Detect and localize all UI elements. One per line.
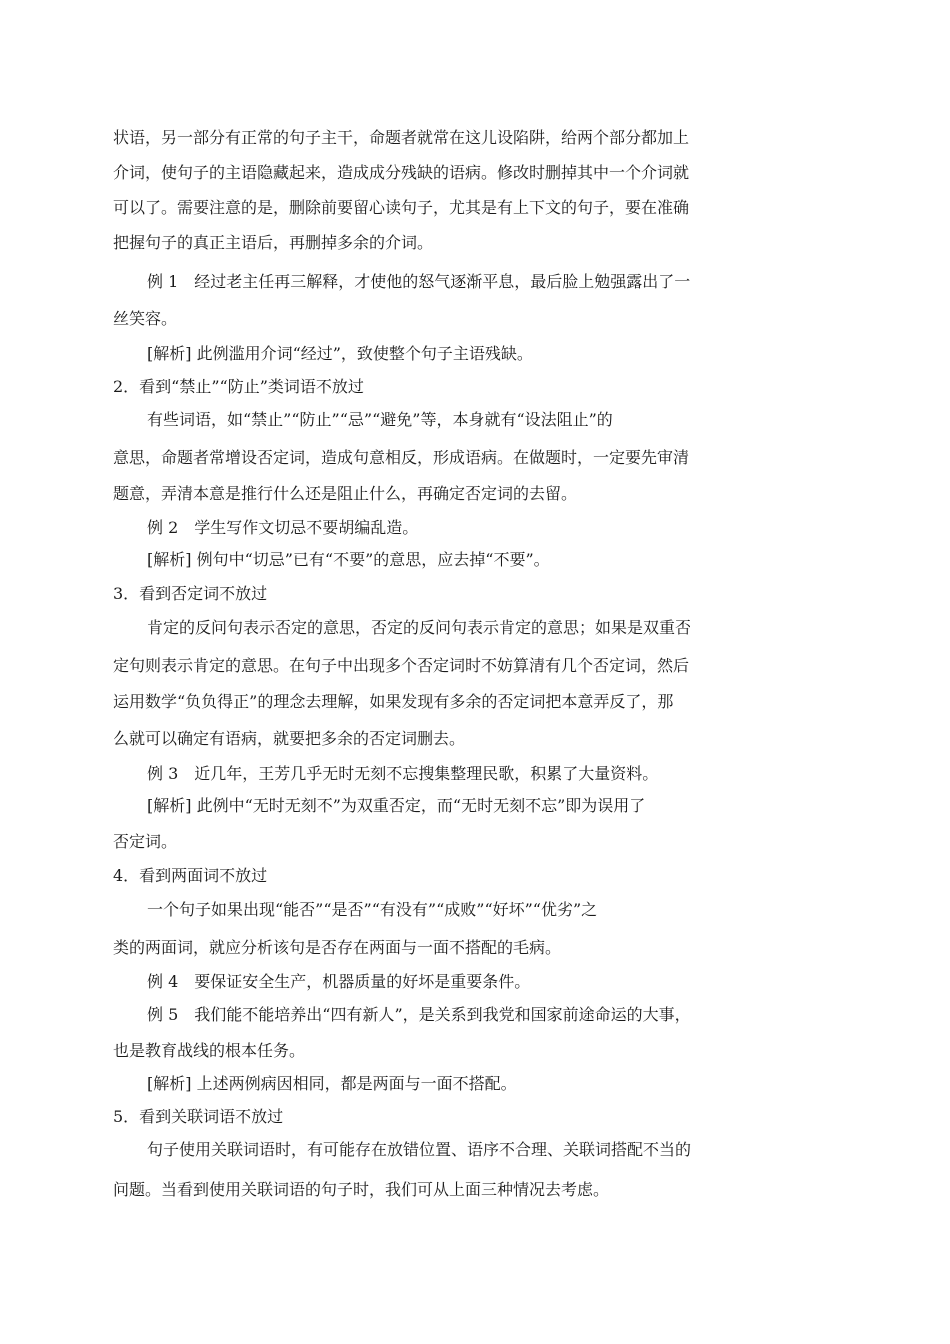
paragraph-line: 状语，另一部分有正常的句子主干，命题者就常在这儿设陷阱，给两个部分都加上: [113, 128, 690, 147]
paragraph-line: 介词，使句子的主语隐藏起来，造成成分残缺的语病。修改时删掉其中一个介词就: [113, 163, 690, 182]
paragraph-line: 题意，弄清本意是推行什么还是阻止什么，再确定否定词的去留。: [113, 484, 578, 503]
paragraph-line: 肯定的反问句表示否定的意思，否定的反问句表示肯定的意思；如果是双重否: [147, 618, 692, 637]
analysis-line: [解析] 例句中“切忌”已有“不要”的意思，应去掉“不要”。: [147, 550, 550, 569]
paragraph-line: 运用数学“负负得正”的理念去理解，如果发现有多余的否定词把本意弄反了，那: [113, 692, 674, 711]
paragraph-line: 可以了。需要注意的是，删除前要留心读句子，尤其是有上下文的句子，要在准确: [113, 198, 690, 217]
analysis-line: [解析] 此例中“无时无刻不”为双重否定，而“无时无刻不忘”即为误用了: [147, 796, 646, 815]
paragraph-line: 么就可以确定有语病，就要把多余的否定词删去。: [113, 729, 466, 748]
example-line: 例 3 近几年，王芳几乎无时无刻不忘搜集整理民歌，积累了大量资料。: [147, 764, 659, 783]
example-line: 例 4 要保证安全生产，机器质量的好坏是重要条件。: [147, 972, 531, 991]
paragraph-line: 句子使用关联词语时，有可能存在放错位置、语序不合理、关联词搭配不当的: [147, 1140, 692, 1159]
section-heading: 2．看到“禁止”“防止”类词语不放过: [113, 377, 364, 396]
paragraph-line: 丝笑容。: [113, 309, 178, 328]
paragraph-line: 一个句子如果出现“能否”“是否”“有没有”“成败”“好坏”“优劣”之: [147, 900, 598, 919]
paragraph-line: 类的两面词，就应分析该句是否存在两面与一面不搭配的毛病。: [113, 938, 562, 957]
analysis-line: [解析] 此例滥用介词“经过”，致使整个句子主语残缺。: [147, 344, 533, 363]
example-line: 例 2 学生写作文切忌不要胡编乱造。: [147, 518, 419, 537]
paragraph-line: 意思，命题者常增设否定词，造成句意相反，形成语病。在做题时，一定要先审清: [113, 448, 690, 467]
paragraph-line: 问题。当看到使用关联词语的句子时，我们可从上面三种情况去考虑。: [113, 1180, 610, 1199]
analysis-line: [解析] 上述两例病因相同，都是两面与一面不搭配。: [147, 1074, 517, 1093]
section-heading: 4．看到两面词不放过: [113, 866, 268, 885]
paragraph-line: 有些词语，如“禁止”“防止”“忌”“避免”等，本身就有“设法阻止”的: [147, 410, 613, 429]
paragraph-line: 定句则表示肯定的意思。在句子中出现多个否定词时不妨算清有几个否定词，然后: [113, 656, 690, 675]
paragraph-line: 也是教育战线的根本任务。: [113, 1041, 306, 1060]
section-heading: 5．看到关联词语不放过: [113, 1107, 284, 1126]
example-line: 例 1 经过老主任再三解释，才使他的怒气逐渐平息，最后脸上勉强露出了一: [147, 272, 691, 291]
paragraph-line: 把握句子的真正主语后，再删掉多余的介词。: [113, 233, 434, 252]
paragraph-line: 否定词。: [113, 832, 178, 851]
example-line: 例 5 我们能不能培养出“四有新人”，是关系到我党和国家前途命运的大事，: [147, 1005, 691, 1024]
section-heading: 3．看到否定词不放过: [113, 584, 268, 603]
